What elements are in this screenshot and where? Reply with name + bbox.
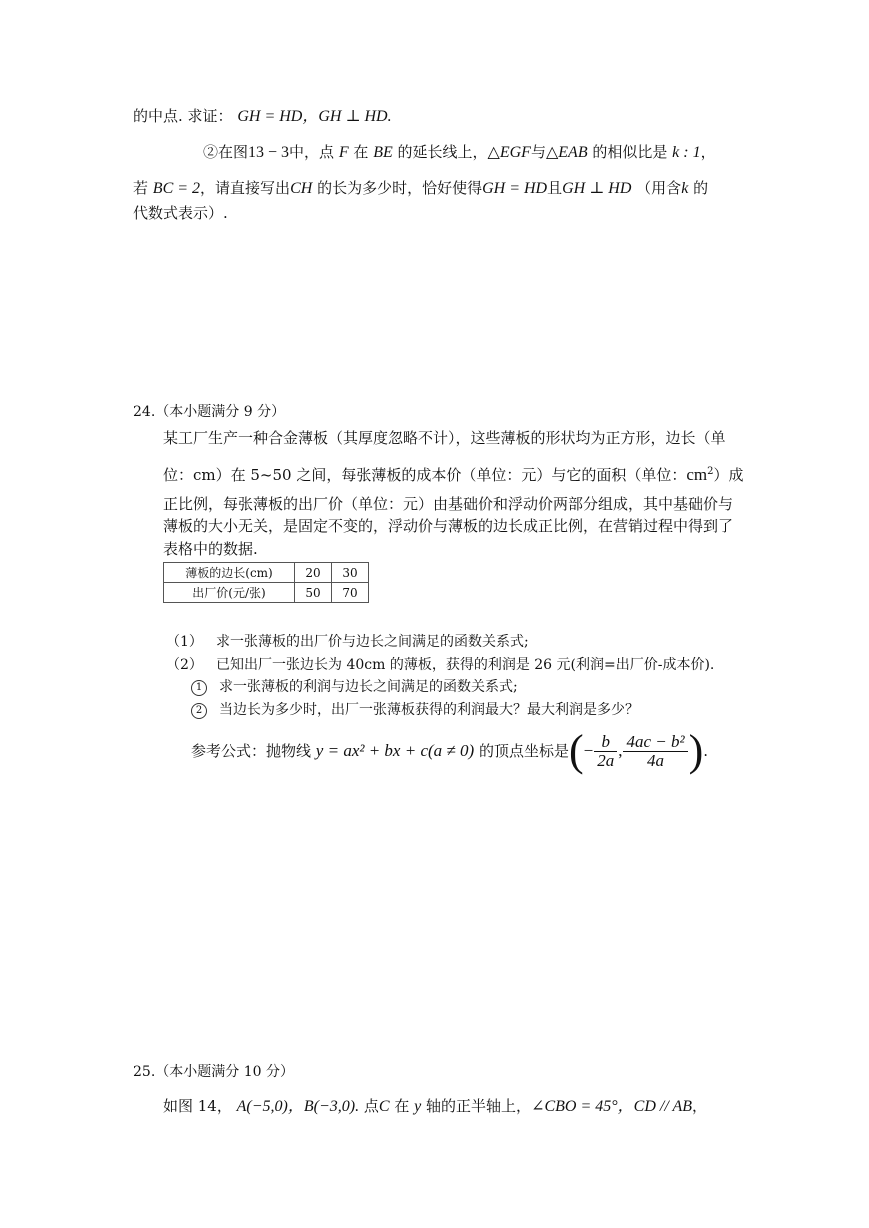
q24-subquestion-1: （1） 求一张薄板的出厂价与边长之间满足的函数关系式;	[166, 634, 529, 650]
reference-formula: 参考公式：抛物线 y = ax² + bx + c(a ≠ 0) 的顶点坐标是(− $\frac{b}{2a}$ , $\frac{\text{4ac − b²}}{4a}$ ).	[191, 726, 709, 775]
q25-header: 25.（本小题满分 10 分）	[133, 1064, 294, 1080]
q24-para-1: 某工厂生产一种合金薄板（其厚度忽略不计），这些薄板的形状均为正方形，边长（单	[163, 429, 726, 447]
q25-para-1: 如图 14， A(−5,0)，B(−3,0). 点C 在 y 轴的正半轴上，∠CBO = 45°，CD // AB，	[163, 1097, 708, 1115]
table-row	[164, 563, 369, 583]
table-cell: 20	[295, 563, 332, 583]
q24-para-5: 表格中的数据.	[163, 540, 258, 558]
q24-part-1: 1 求一张薄板的利润与边长之间满足的函数关系式;	[191, 677, 518, 697]
fraction-4ac-minus-b2-over-4a: $\frac{\text{4ac − b²}}{4a}$	[623, 733, 687, 770]
circled-number: 2	[191, 703, 207, 719]
table-cell: 50	[295, 583, 332, 603]
top-line-3: 若 BC = 2，请直接写出CH 的长为多少时，恰好使得GH = HD且GH ⊥ HD （用含k 的	[133, 179, 709, 197]
q24-para-2: 位：cm）在 5~50 之间，每张薄板的成本价（单位：元）与它的面积（单位：$cm^2$）成	[163, 465, 744, 484]
table-cell: 70	[332, 583, 369, 603]
table-cell: 薄板的边长(cm)	[164, 563, 295, 583]
top-line-1: 的中点. 求证： GH = HD，GH ⊥ HD.	[133, 107, 392, 125]
table-row	[164, 583, 369, 603]
price-table	[163, 562, 369, 603]
right-paren: )	[688, 726, 704, 775]
q24-para-4: 薄板的大小无关，是固定不变的，浮动价与薄板的边长成正比例，在营销过程中得到了	[163, 517, 734, 535]
table-cell: 30	[332, 563, 369, 583]
table-cell: 出厂价(元/张)	[164, 583, 295, 603]
fraction-b-over-2a: $\frac{b}{2a}$	[594, 733, 617, 770]
q24-para-3: 正比例，每张薄板的出厂价（单位：元）由基础价和浮动价两部分组成，其中基础价与	[163, 495, 734, 513]
top-line-4: 代数式表示）.	[133, 204, 228, 222]
q24-part-2: 2 当边长为多少时，出厂一张薄板获得的利润最大？最大利润是多少？	[191, 700, 639, 720]
top-line-2: ②在图13 − 3中，点 F 在 BE 的延长线上，△EGF与△EAB 的相似比是 k : 1，	[203, 143, 716, 161]
circled-number: 1	[191, 680, 207, 696]
q24-header: 24.（本小题满分 9 分）	[133, 404, 286, 420]
left-paren: (	[568, 726, 584, 775]
q24-subquestion-2: （2） 已知出厂一张边长为 40cm 的薄板，获得的利润是 26 元(利润=出厂价-成本价).	[166, 657, 715, 673]
